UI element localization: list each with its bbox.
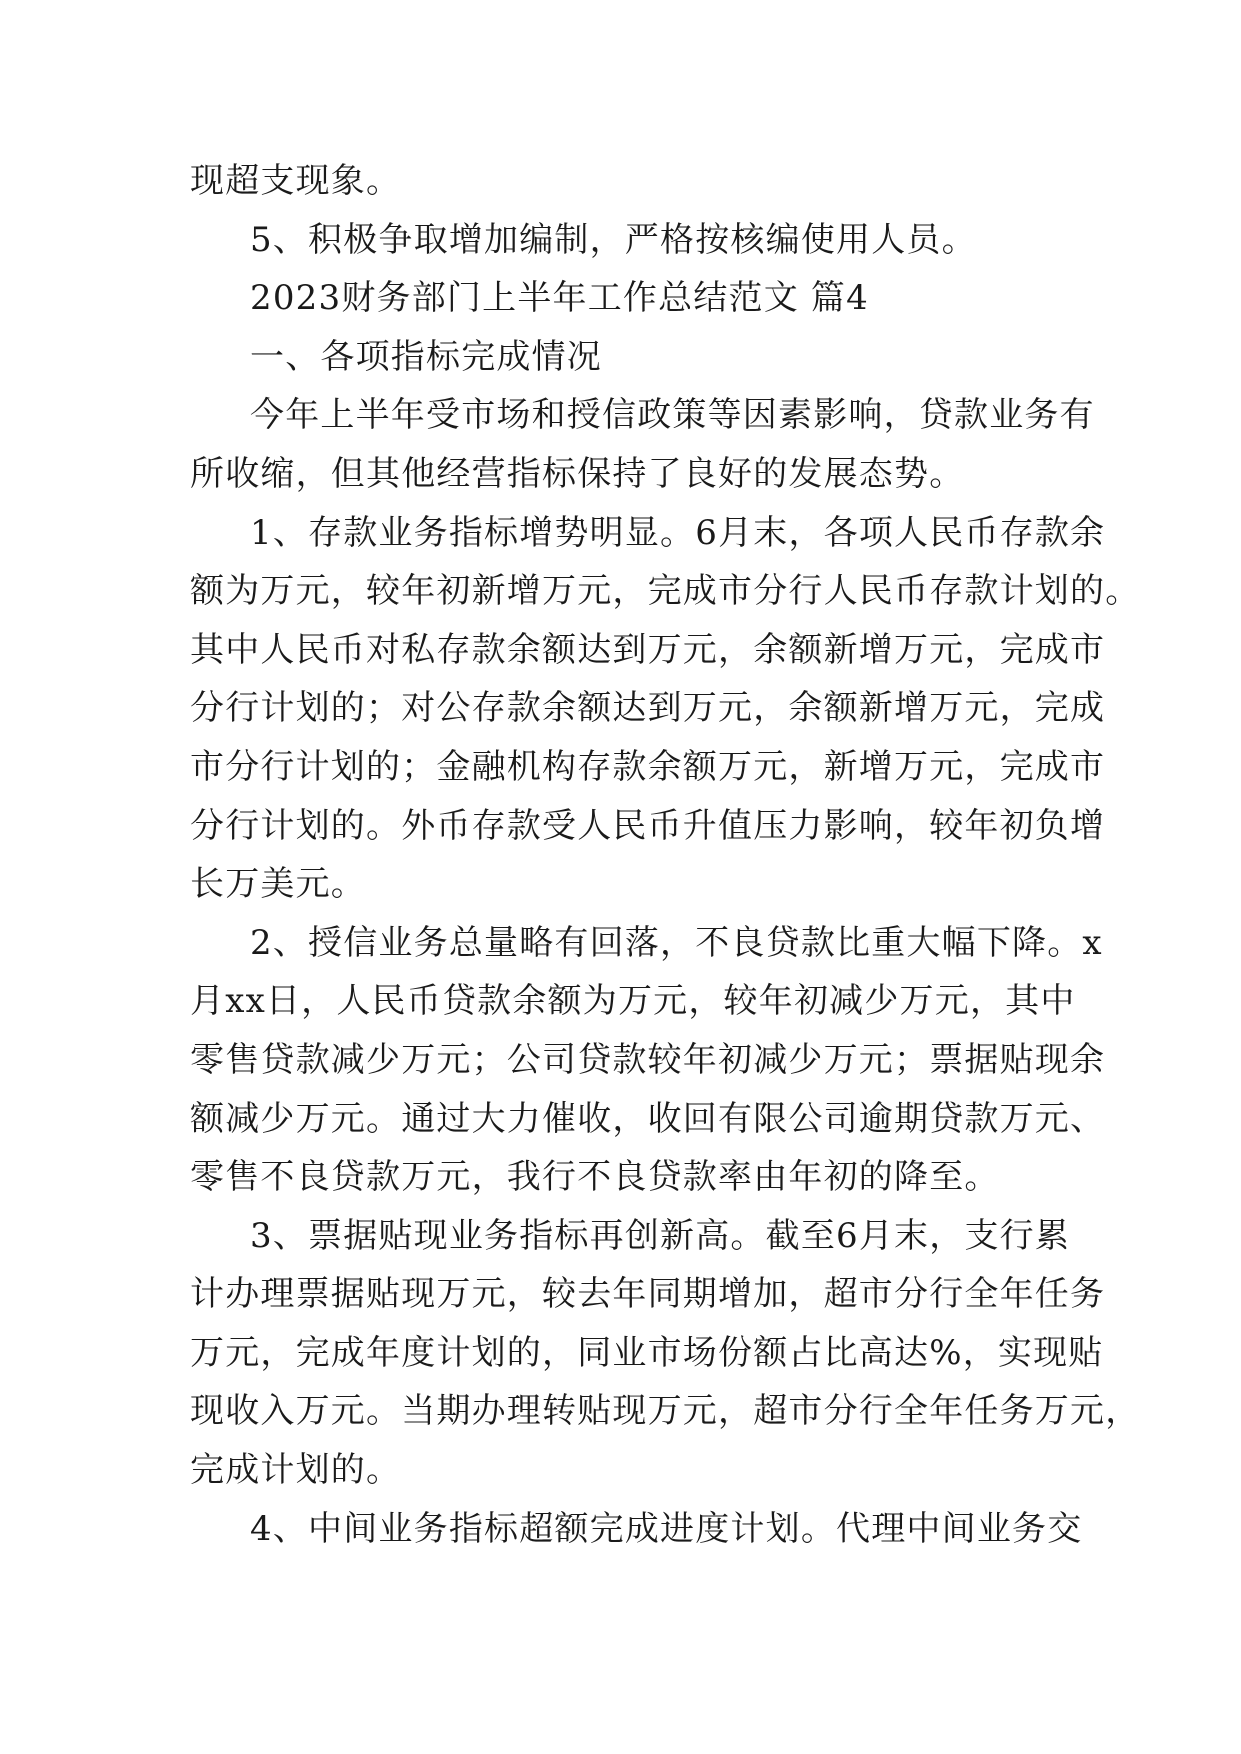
text-line: 长万美元。	[190, 864, 366, 905]
text-line: 计办理票据贴现万元，较去年同期增加，超市分行全年任务	[190, 1274, 1106, 1315]
text-line: 2、授信业务总量略有回落，不良贷款比重大幅下降。x	[250, 922, 1103, 963]
text-line: 零售贷款减少万元；公司贷款较年初减少万元；票据贴现余	[190, 1039, 1106, 1080]
subsection-heading: 一、各项指标完成情况	[250, 336, 602, 377]
text-line: 市分行计划的；金融机构存款余额万元，新增万元，完成市	[190, 746, 1106, 787]
text-line: 3、票据贴现业务指标再创新高。截至6月末，支行累	[250, 1215, 1071, 1256]
text-line: 1、存款业务指标增势明显。6月末，各项人民币存款余	[250, 512, 1106, 553]
text-line: 现收入万元。当期办理转贴现万元，超市分行全年任务万元，	[190, 1391, 1141, 1432]
text-line: 万元，完成年度计划的，同业市场份额占比高达%，实现贴	[190, 1332, 1104, 1373]
text-line: 额为万元，较年初新增万元，完成市分行人民币存款计划的。	[190, 571, 1141, 612]
text-line: 分行计划的。外币存款受人民币升值压力影响，较年初负增	[190, 805, 1106, 846]
text-line: 现超支现象。	[190, 161, 402, 201]
document-body	[190, 152, 1141, 1558]
text-line: 今年上半年受市场和授信政策等因素影响，贷款业务有	[250, 395, 1095, 436]
text-line: 分行计划的；对公存款余额达到万元，余额新增万元，完成	[190, 688, 1106, 729]
text-line: 5、积极争取增加编制，严格按核编使用人员。	[250, 219, 977, 260]
text-line: 4、中间业务指标超额完成进度计划。代理中间业务交	[250, 1508, 1083, 1549]
text-line: 月xx日，人民币贷款余额为万元，较年初减少万元，其中	[190, 981, 1076, 1022]
text-line: 所收缩，但其他经营指标保持了良好的发展态势。	[190, 453, 965, 494]
text-line: 零售不良贷款万元，我行不良贷款率由年初的降至。	[190, 1157, 1000, 1198]
text-line: 完成计划的。	[190, 1450, 402, 1491]
text-line: 其中人民币对私存款余额达到万元，余额新增万元，完成市	[190, 629, 1106, 670]
text-line: 额减少万元。通过大力催收，收回有限公司逾期贷款万元、	[190, 1098, 1106, 1139]
section-heading: 2023财务部门上半年工作总结范文 篇4	[250, 278, 869, 319]
